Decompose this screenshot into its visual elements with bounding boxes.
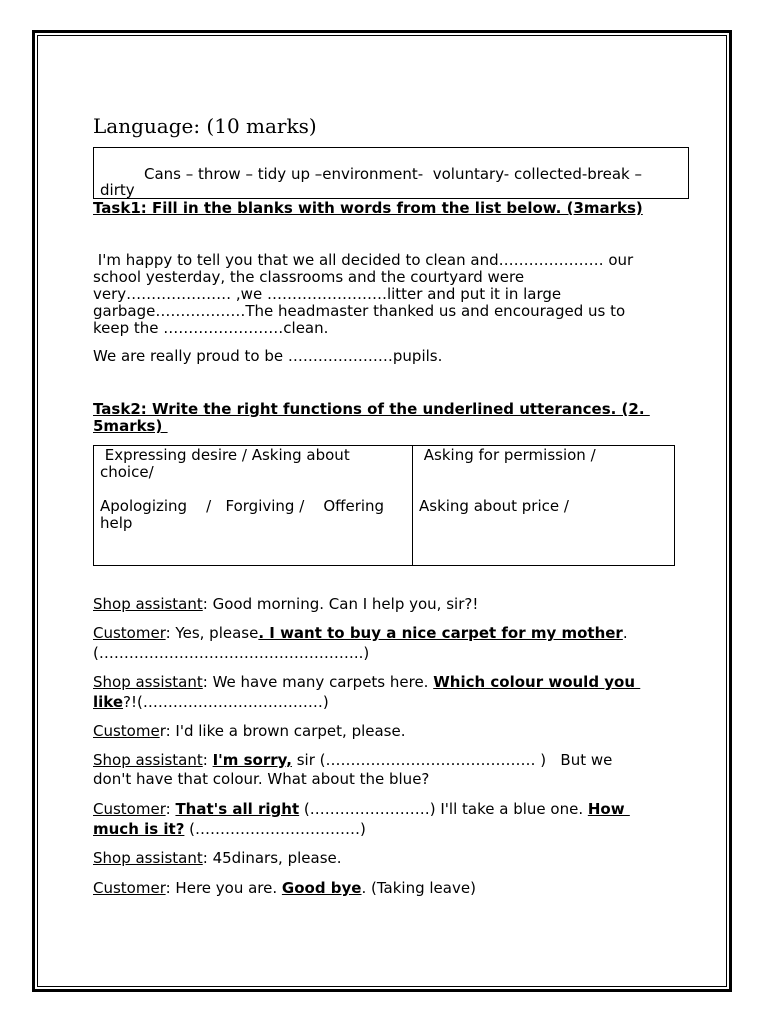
task1-last-line: We are really proud to be …………………pupils. [93,347,443,365]
answer-blank: ?!(………………………………) [123,693,329,711]
dialogue-text: : I'd like a brown carpet, please. [165,722,406,740]
table-cell-left-2b: help [100,514,133,532]
word-list-box [93,147,689,199]
word-list-line-2: dirty [100,181,135,199]
table-divider [412,446,413,565]
section-title: Language: (10 marks) [93,114,317,138]
dialogue-line-3-cont [93,693,329,711]
underlined-utterance: . I want to buy a nice carpet for my mother [258,624,623,642]
dialogue-line-6-cont [93,820,366,838]
word-list-line-1: Cans – throw – tidy up –environment- voluntary- collected-break – [144,165,643,183]
task2-heading-line-1: Task2: Write the right functions of the underlined utterances. (2. [93,400,650,418]
underlined-utterance: Good bye [281,879,362,897]
dialogue-line-5-cont: don't have that colour. What about the blue? [93,770,430,788]
speaker-customer: Customer [93,624,166,642]
underlined-utterance: much is it? [93,820,185,838]
dialogue-text: : 45dinars, please. [202,849,342,867]
task2-heading-line-2: 5marks) [93,417,168,435]
dialogue-text: (……………………) I'll take a blue one. [299,800,588,818]
table-cell-right-1: Asking for permission / [419,446,596,464]
speaker-customer: Customer [93,879,166,897]
dialogue-text: : Here you are. [165,879,282,897]
dialogue-line-2 [93,624,628,642]
dialogue-text: : Yes, please [165,624,259,642]
speaker-shop-assistant: Shop assistant [93,849,203,867]
speaker-shop-assistant: Shop assistant [93,673,203,691]
dialogue-line-6 [93,800,630,818]
dialogue-line-3 [93,673,640,691]
dialogue-text: : We have many carpets here. [202,673,434,691]
dialogue-text: : Good morning. Can I help you, sir?! [202,595,479,613]
functions-table [93,445,675,566]
dialogue-text: . (Taking leave) [361,879,476,897]
underlined-utterance: That's all right [175,800,300,818]
task1-line-3: very………………… ,we ……………………litter and put it in large [93,285,562,303]
dialogue-text: sir (…………………………………… ) But we [291,751,613,769]
task1-line-4: garbage………………The headmaster thanked us and encouraged us to [93,302,626,320]
speaker-customer: Customer [93,800,166,818]
dialogue-line-8 [93,879,476,897]
speaker-shop-assistant: Shop assistant [93,751,203,769]
table-cell-left-1a: Expressing desire / Asking about [100,446,350,464]
answer-blank: (……………………………) [184,820,366,838]
underlined-utterance: I'm sorry, [212,751,292,769]
dialogue-text: : [202,751,213,769]
speaker-shop-assistant: Shop assistant [93,595,203,613]
underlined-utterance: Which colour would you [433,673,641,691]
table-cell-left-1b: choice/ [100,463,154,481]
answer-blank: (……………………………………………..) [93,644,370,662]
task1-line-5: keep the ……………………clean. [93,319,329,337]
underlined-utterance: How [587,800,630,818]
dialogue-line-1 [93,595,478,613]
speaker-customer: Custome [93,722,160,740]
task1-line-1: I'm happy to tell you that we all decided to clean and………………… our [93,251,634,269]
dialogue-line-7 [93,849,342,867]
table-cell-right-2: Asking about price / [419,497,569,515]
dialogue-text: : [165,800,176,818]
underlined-utterance: like [93,693,124,711]
dialogue-line-5 [93,751,612,769]
table-cell-left-2a: Apologizing / Forgiving / Offering [100,497,385,515]
speaker-customer-end: r [159,722,166,740]
task1-paragraph [93,252,683,337]
dialogue-line-4 [93,722,406,740]
dialogue-text: . [622,624,628,642]
task1-heading: Task1: Fill in the blanks with words from the list below. (3marks) [93,199,643,217]
task1-line-2: school yesterday, the classrooms and the courtyard were [93,268,525,286]
